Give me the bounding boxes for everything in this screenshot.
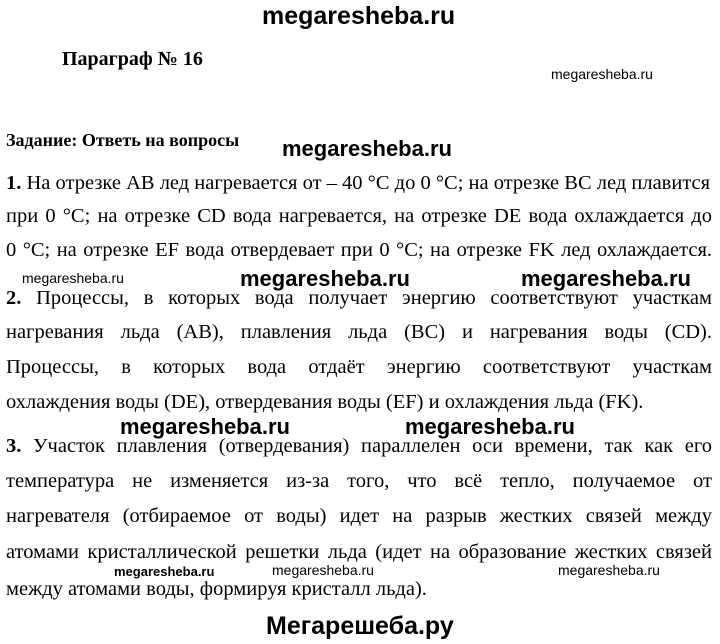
watermark-large[interactable]: megaresheba.ru (120, 414, 290, 439)
answer-3-line (6, 435, 712, 458)
answer-1-line (6, 172, 712, 195)
watermark-top[interactable]: megaresheba.ru (262, 2, 456, 30)
task-heading: Задание: Ответь на вопросы (6, 130, 240, 150)
watermark-large[interactable]: megaresheba.ru (240, 266, 410, 291)
answer-1-line: 0 °С; на отрезке EF вода отвердевает при 0 °С; на отрезке FK лед охлаждается. (6, 239, 712, 261)
watermark-small[interactable]: megaresheba.ru (558, 562, 660, 578)
answer-1-line: при 0 °С; на отрезке CD вода нагревается, на отрезке DE вода охлаждается до (6, 205, 712, 227)
answer-3-line: атомами кристаллической решетки льда (идет на образование жестких связей (6, 541, 712, 563)
watermark-large[interactable]: megaresheba.ru (282, 136, 452, 161)
answer-text: На отрезке АВ лед нагревается от – 40 °С до 0 °С; на отрезке ВС лед плавится (26, 172, 711, 194)
answer-2-line (6, 287, 712, 310)
answer-2-line: охлаждения воды (DE), отвердевания воды (EF) и охлаждения льда (FK). (6, 391, 644, 413)
answer-text: Процессы, в которых вода получает энергию соответствуют участкам (36, 287, 713, 309)
answer-3-line: нагревателя (отбираемое от воды) идет на разрыв жестких связей между (6, 505, 712, 527)
answer-2-line: Процессы, в которых вода отдаёт энергию соответствуют участкам (6, 356, 712, 378)
answer-2-line: нагревания льда (АВ), плавления льда (ВС) и нагревания воды (CD). (6, 321, 712, 343)
answer-3-line: температура не изменяется из-за того, что всё тепло, получаемое от (6, 470, 712, 492)
watermark-bottom[interactable]: Мегарешеба.ру (266, 612, 454, 640)
answer-text: Участок плавления (отвердевания) параллелен оси времени, так как его (33, 435, 712, 457)
watermark-small[interactable]: megaresheba.ru (272, 562, 374, 578)
paragraph-title: Параграф № 16 (62, 48, 203, 70)
answer-number: 2. (6, 287, 22, 309)
watermark-small[interactable]: megaresheba.ru (114, 564, 215, 579)
watermark-large[interactable]: megaresheba.ru (405, 414, 575, 439)
answer-3-line: между атомами воды, формируя кристалл льда). (6, 578, 427, 600)
answer-number: 1. (6, 172, 22, 194)
answer-number: 3. (6, 435, 22, 457)
watermark-large[interactable]: megaresheba.ru (521, 266, 691, 291)
watermark-small[interactable]: megaresheba.ru (22, 270, 124, 286)
watermark-small[interactable]: megaresheba.ru (551, 66, 653, 82)
